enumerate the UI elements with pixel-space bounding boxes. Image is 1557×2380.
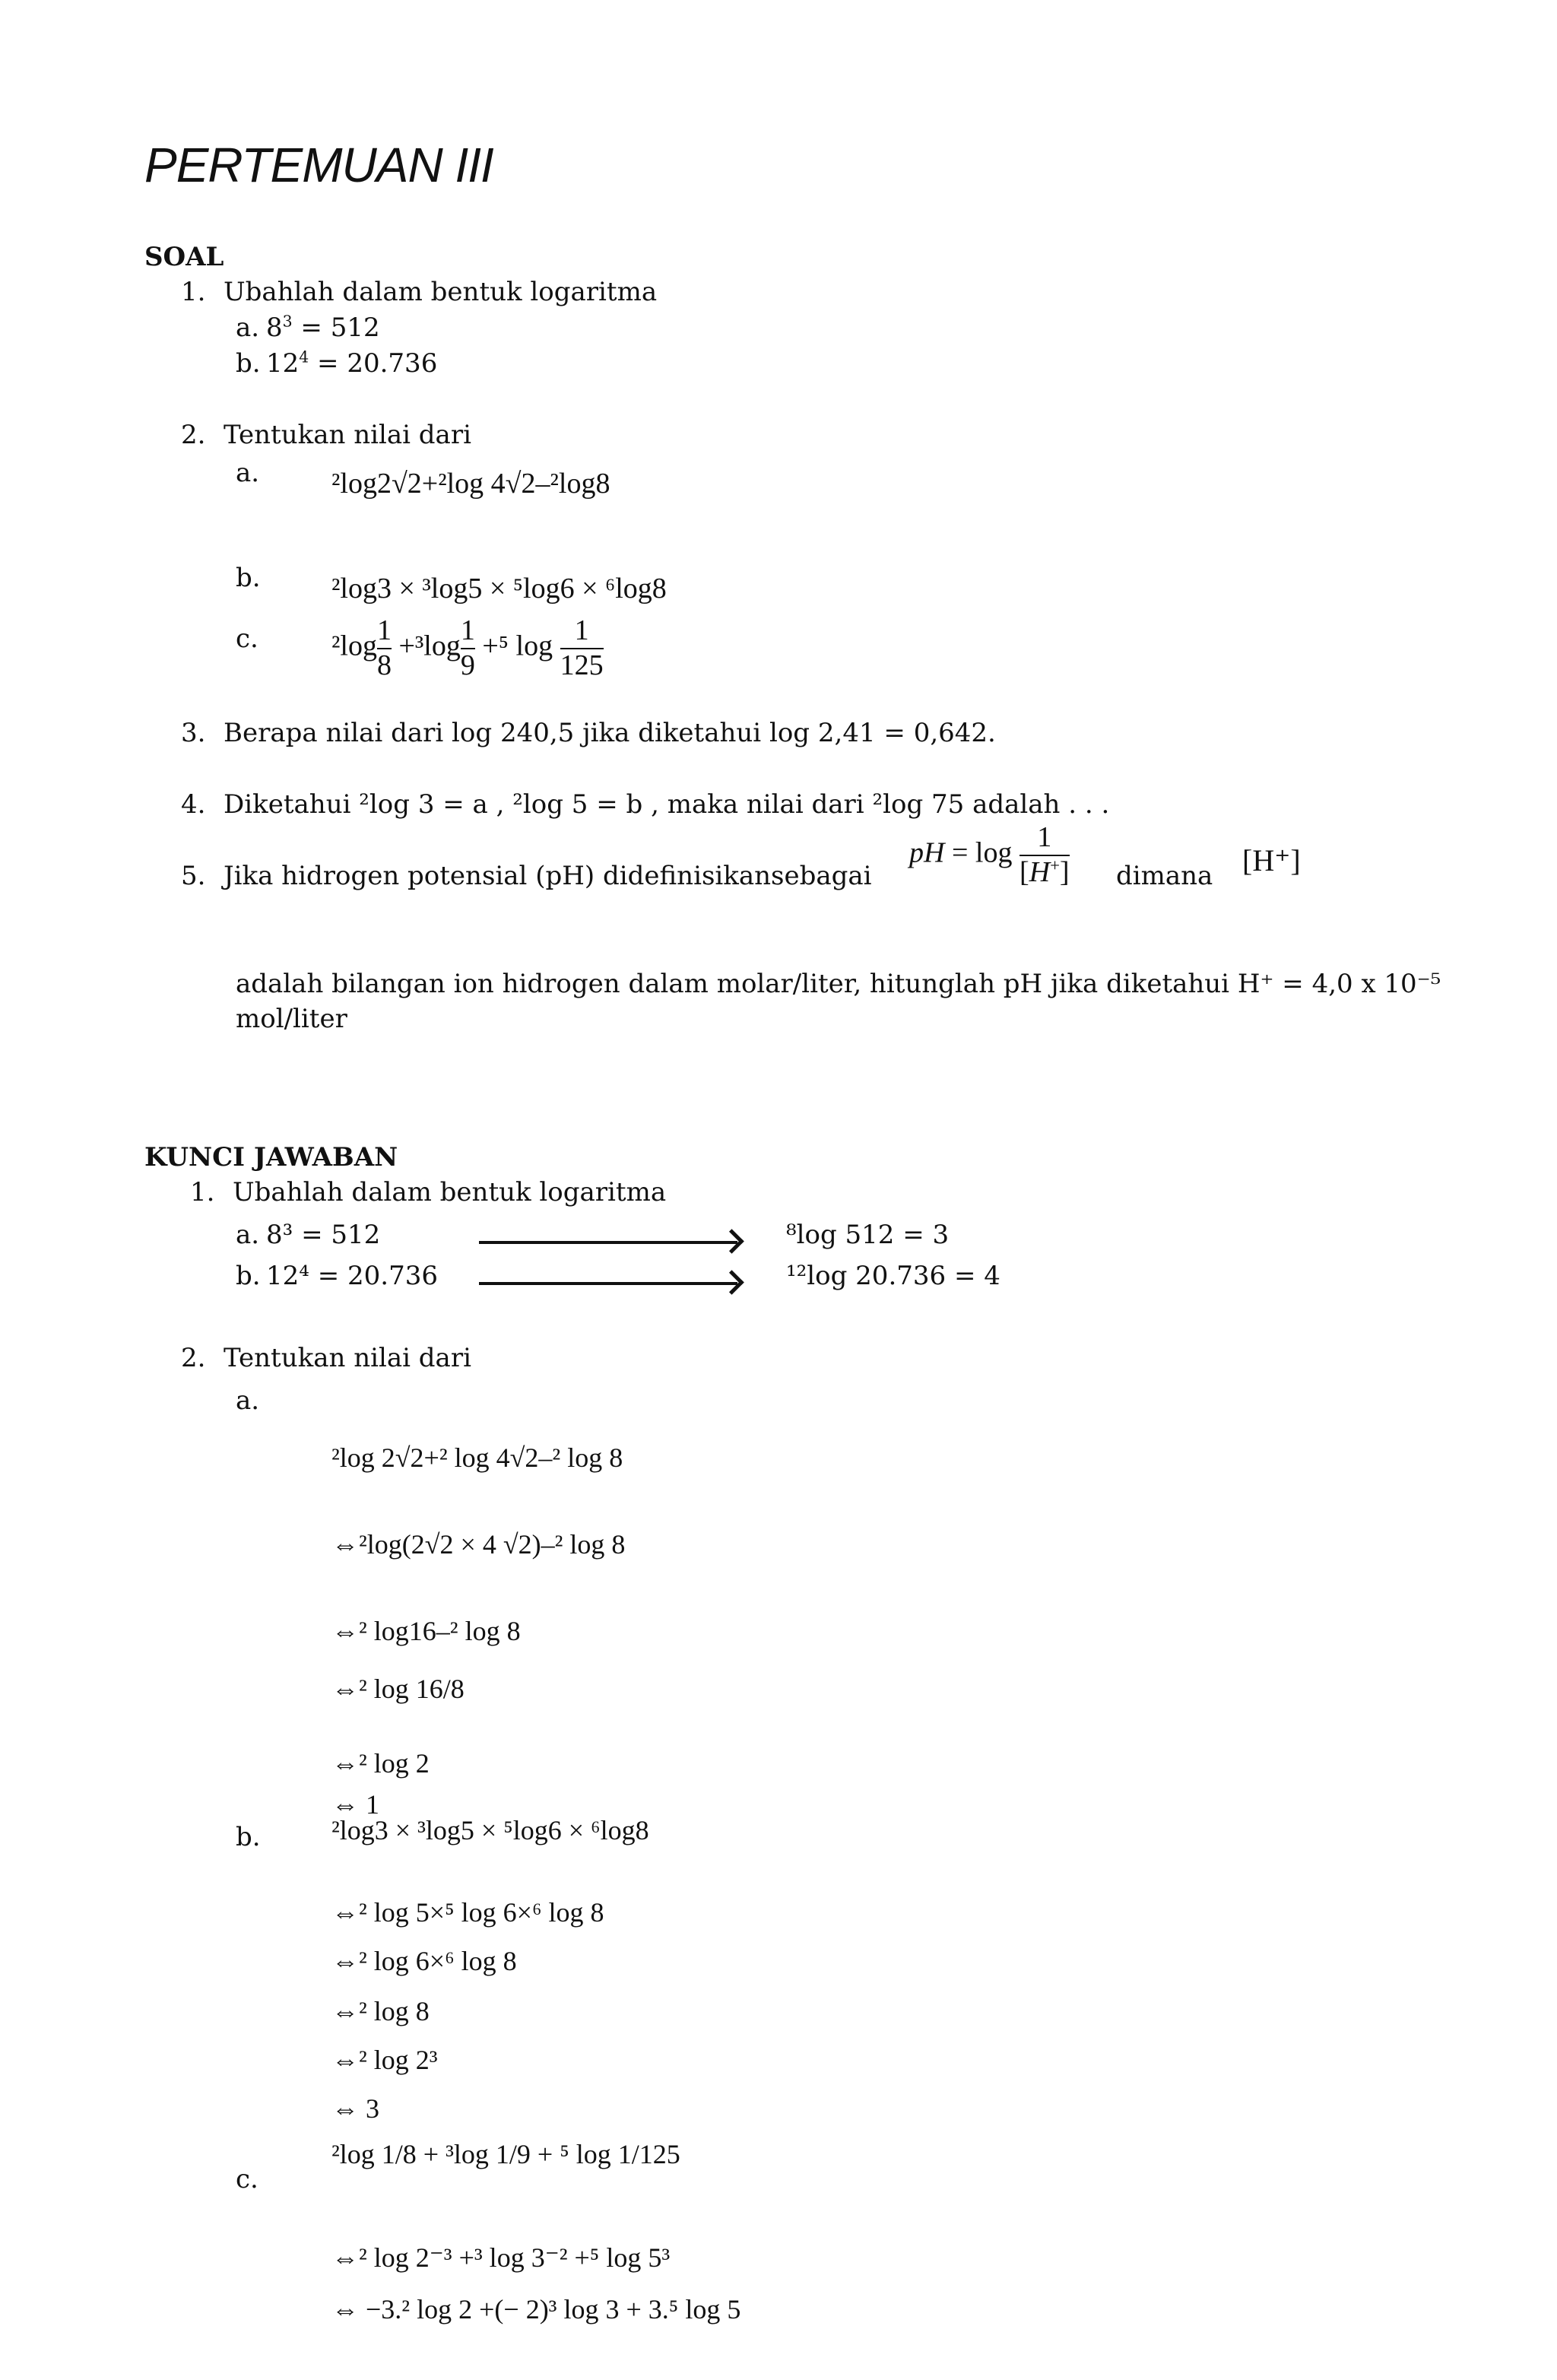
dimana-text: dimana [1116,861,1213,891]
ph-formula: pH = log $\frac{1}{[H^+]}$ [909,821,1070,888]
soal-q2: 2. Tentukan nilai dari [181,420,471,450]
soal-q4: 4. Diketahui ²log 3 = a , ²log 5 = b , maka nilai dari ²log 75 adalah . . . [181,789,1110,820]
arrow-right-icon [479,1282,737,1285]
step-line: ⇔² log16–² log 8 [331,1616,521,1646]
soal-q2-b-expr: ²log3 × ³log5 × ⁵log6 × ⁶log8 [331,573,667,605]
kunci-q2-c-label: c. [236,2164,258,2194]
soal-q5: 5. Jika hidrogen potensial (pH) didefinisikansebagai [181,861,872,891]
kunci-q1-a-answer: ⁸log 512 = 3 [786,1220,950,1250]
arrow-right-icon [479,1241,737,1244]
kunci-q2-a-label: a. [236,1385,260,1416]
soal-q2-b-label: b. [236,563,261,593]
kunci-q1: 1. Ubahlah dalam bentuk logaritma [190,1177,667,1207]
soal-q1-b: b. $12^4 = 20.736$ [236,347,438,379]
soal-q5-cont1: adalah bilangan ion hidrogen dalam molar/liter, hitunglah pH jika diketahui H⁺ = 4,0 x 10⁻⁵ [236,969,1441,999]
soal-q2-a-label: a. [236,458,260,488]
kunci-q2-b-label: b. [236,1822,261,1852]
step-line: ⇔² log 16/8 [331,1674,465,1704]
kunci-q2: 2. Tentukan nilai dari [181,1343,471,1373]
soal-q1-a: a. $8^3 = 512$ [236,312,380,343]
soal-q2-a-expr: ²log2√2+²log 4√2–²log8 [331,468,610,500]
soal-q3: 3. Berapa nilai dari log 240,5 jika diketahui log 2,41 = 0,642. [181,718,996,748]
step-line: ⇔² log 2³ [331,2045,438,2075]
step-line: ⇔² log 8 [331,1996,430,2026]
soal-q5-cont2: mol/liter [236,1004,347,1034]
step-line: ⇔²log(2√2 × 4 √2)–² log 8 [331,1529,626,1560]
page-title: PERTEMUAN III [144,138,493,192]
step-line: ⇔ −3.² log 2 +(− 2)³ log 3 + 3.⁵ log 5 [331,2294,741,2324]
soal-q1: 1. Ubahlah dalam bentuk logaritma [181,277,658,307]
kunci-q1-a: a. 8³ = 512 [236,1220,381,1250]
kunci-heading: KUNCI JAWABAN [144,1142,398,1173]
step-line: ⇔ 3 [331,2093,379,2124]
kunci-q1-b: b. 12⁴ = 20.736 [236,1261,438,1291]
ion-symbol: [H⁺] [1242,843,1301,877]
soal-heading: SOAL [144,242,224,272]
step-line: ⇔² log 2 [331,1748,430,1779]
step-line: ²log 2√2+² log 4√2–² log 8 [331,1442,623,1473]
step-line: ²log 1/8 + ³log 1/9 + ⁵ log 1/125 [331,2139,680,2169]
soal-q2-c-expr: ²log $\frac{1}{8}$ +³log $\frac{1}{9}$ +⁵ log $\frac{1}{125}$ [331,614,604,681]
step-line: ⇔ 1 [331,1789,379,1820]
soal-q2-c-label: c. [236,624,258,654]
kunci-q1-b-answer: ¹²log 20.736 = 4 [786,1261,1000,1291]
step-line: ⇔² log 5×⁵ log 6×⁶ log 8 [331,1897,604,1928]
step-line: ⇔² log 6×⁶ log 8 [331,1946,517,1976]
step-line: ⇔² log 2⁻³ +³ log 3⁻² +⁵ log 5³ [331,2242,671,2273]
step-line: ²log3 × ³log5 × ⁵log6 × ⁶log8 [331,1815,649,1845]
